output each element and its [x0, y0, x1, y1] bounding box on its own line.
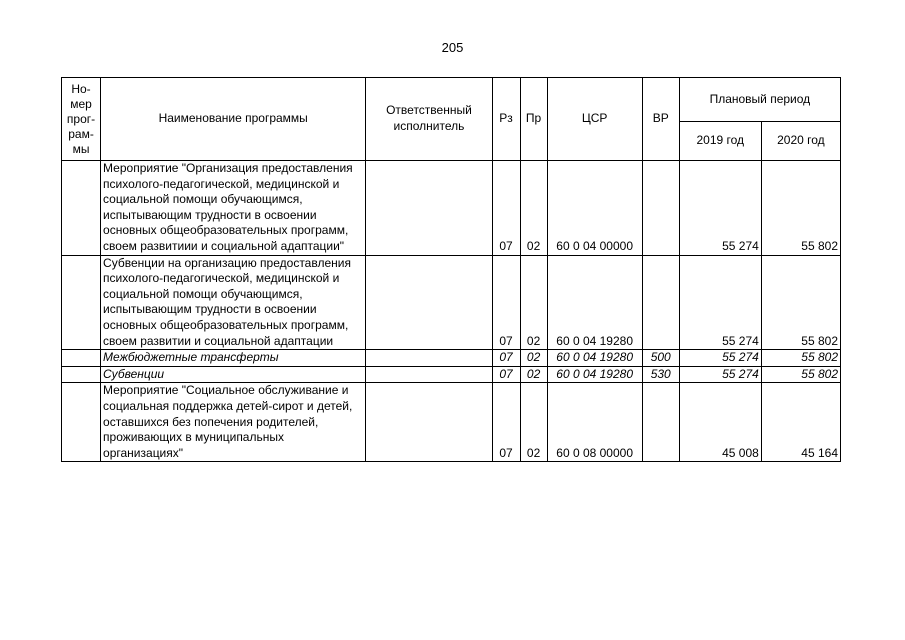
- program-name-cell: Мероприятие "Организация предоставления психолого-педагогической, медицинской и социальной помощи обучающимся, испытывающим трудности в освоении основных общеобразовательных программ, своем развитиии и социальной адаптации": [101, 161, 366, 256]
- pr-cell: 02: [520, 383, 547, 462]
- rz-cell: 07: [492, 366, 520, 383]
- pr-cell: 02: [520, 255, 547, 350]
- vr-cell: 530: [642, 366, 679, 383]
- header-program-name: Наименование программы: [101, 78, 366, 161]
- header-year-2020: 2020 год: [761, 122, 840, 161]
- amount-2019-cell: 55 274: [679, 161, 761, 256]
- table-row: [62, 383, 841, 462]
- page-number: 205: [441, 40, 464, 55]
- program-name-cell: Субвенции на организацию предоставления психолого-педагогической, медицинской и социальной помощи обучающимся, испытывающим трудности в освоении основных общеобразовательных программ, своем развитии и социальной адаптации: [101, 255, 366, 350]
- header-num-line: мы: [72, 141, 90, 156]
- amount-2019-cell: 55 274: [679, 350, 761, 367]
- header-year-2019: 2019 год: [679, 122, 761, 161]
- program-number-cell: [62, 161, 101, 256]
- pr-cell: 02: [520, 366, 547, 383]
- program-name-cell: Мероприятие "Социальное обслуживание и социальная поддержка детей-сирот и детей, оставшихся без попечения родителей, проживающих в муниципальных организациях": [101, 383, 366, 462]
- responsible-cell: [366, 383, 492, 462]
- responsible-cell: [366, 366, 492, 383]
- table-row: [62, 350, 841, 367]
- rz-cell: 07: [492, 383, 520, 462]
- header-planned-period: Плановый период: [679, 78, 840, 122]
- vr-cell: [642, 383, 679, 462]
- amount-2020-cell: 55 802: [761, 366, 840, 383]
- csr-cell: 60 0 04 19280: [547, 255, 642, 350]
- responsible-cell: [366, 161, 492, 256]
- program-number-cell: [62, 366, 101, 383]
- pr-cell: 02: [520, 161, 547, 256]
- csr-cell: 60 0 04 19280: [547, 350, 642, 367]
- header-num-line: мер: [70, 96, 92, 111]
- header-csr: ЦСР: [547, 78, 642, 161]
- header-num-line: Но-: [71, 81, 91, 96]
- responsible-cell: [366, 255, 492, 350]
- program-number-cell: [62, 255, 101, 350]
- header-vr: ВР: [642, 78, 679, 161]
- table-row: [62, 255, 841, 350]
- rz-cell: 07: [492, 255, 520, 350]
- program-name-cell: Субвенции: [101, 366, 366, 383]
- vr-cell: [642, 255, 679, 350]
- table-row: [62, 366, 841, 383]
- vr-cell: [642, 161, 679, 256]
- budget-table: [61, 77, 841, 462]
- csr-cell: 60 0 08 00000: [547, 383, 642, 462]
- program-name-cell: Межбюджетные трансферты: [101, 350, 366, 367]
- pr-cell: 02: [520, 350, 547, 367]
- rz-cell: 07: [492, 161, 520, 256]
- amount-2020-cell: 55 802: [761, 161, 840, 256]
- csr-cell: 60 0 04 00000: [547, 161, 642, 256]
- amount-2020-cell: 55 802: [761, 350, 840, 367]
- header-num-line: прог-: [66, 111, 96, 126]
- amount-2020-cell: 45 164: [761, 383, 840, 462]
- vr-cell: 500: [642, 350, 679, 367]
- header-pr: Пр: [520, 78, 547, 161]
- responsible-cell: [366, 350, 492, 367]
- header-rz: Рз: [492, 78, 520, 161]
- header-num-line: рам-: [68, 126, 94, 141]
- csr-cell: 60 0 04 19280: [547, 366, 642, 383]
- table-row: [62, 161, 841, 256]
- amount-2019-cell: 55 274: [679, 366, 761, 383]
- header-responsible: Ответственный исполнитель: [366, 78, 492, 161]
- amount-2019-cell: 55 274: [679, 255, 761, 350]
- header-program-number: [62, 78, 101, 161]
- rz-cell: 07: [492, 350, 520, 367]
- amount-2020-cell: 55 802: [761, 255, 840, 350]
- amount-2019-cell: 45 008: [679, 383, 761, 462]
- program-number-cell: [62, 383, 101, 462]
- program-number-cell: [62, 350, 101, 367]
